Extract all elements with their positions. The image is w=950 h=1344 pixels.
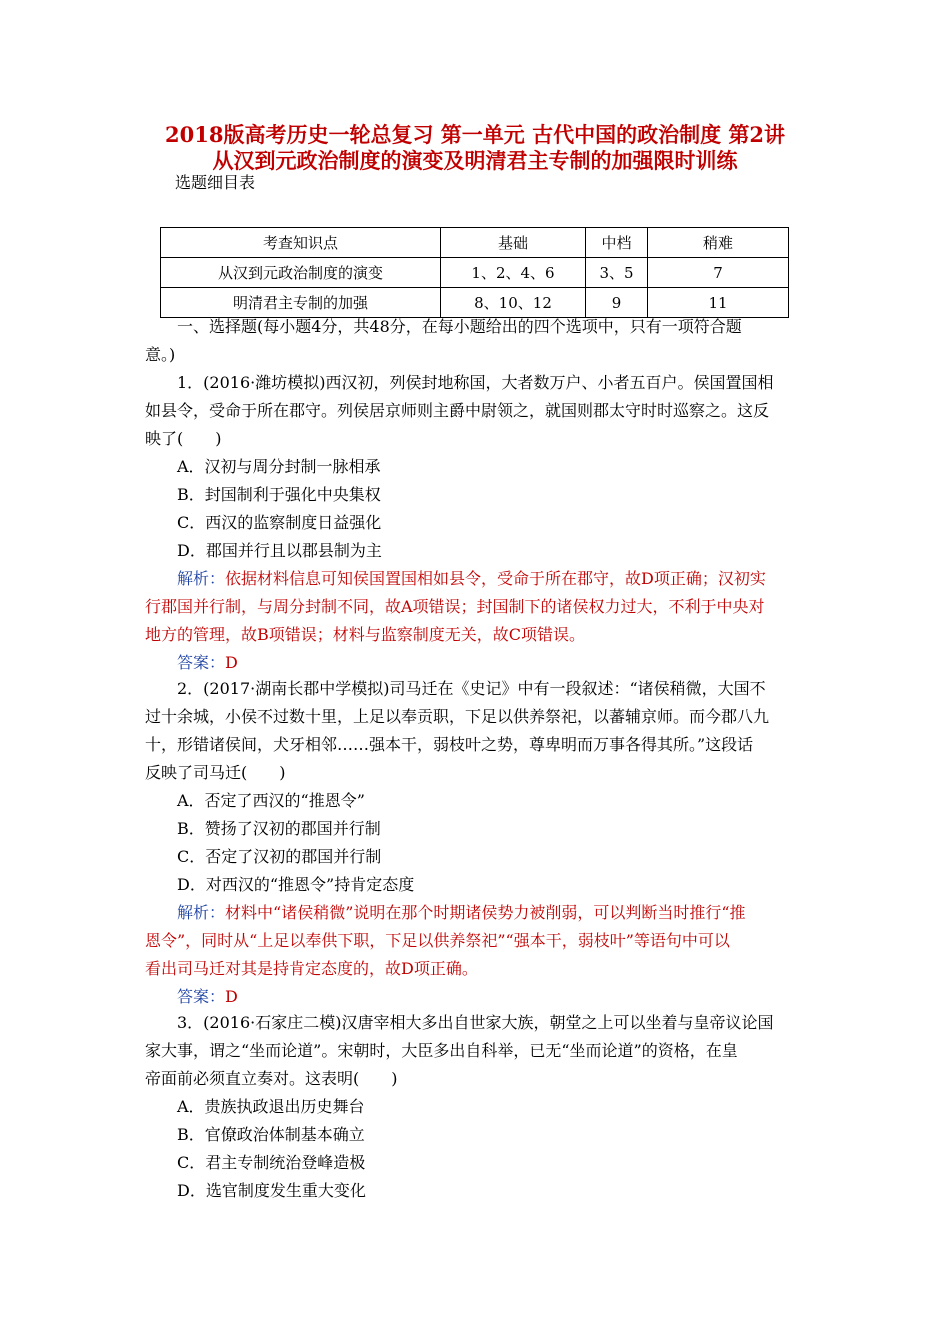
table-header-row <box>161 228 789 258</box>
table-caption: 选题细目表 <box>175 173 256 192</box>
answer-line <box>145 649 810 677</box>
knowledge-point-table <box>160 227 789 318</box>
table-cell: 明清君主专制的加强 <box>161 288 441 318</box>
table-cell: 7 <box>648 258 789 288</box>
option-c: C．否定了汉初的郡国并行制 <box>177 847 382 866</box>
option-c: C．君主专制统治登峰造极 <box>177 1153 366 1172</box>
question-stem-line: 1．(2016·潍坊模拟)西汉初，列侯封地称国，大者数万户、小者五百户。侯国置国相 <box>177 373 774 392</box>
answer-value: D <box>225 653 238 672</box>
section-heading <box>145 313 810 369</box>
question-stem-line: 如县令，受命于所在郡守。列侯居京师则主爵中尉领之，就国则郡太守时时巡察之。这反 <box>145 401 770 420</box>
table-header-cell: 考查知识点 <box>161 228 441 258</box>
question-stem-line: 映了( ) <box>145 429 222 448</box>
option-d: D．选官制度发生重大变化 <box>177 1181 366 1200</box>
table-row <box>161 258 789 288</box>
answer-label: 答案： <box>177 653 226 672</box>
question-2 <box>145 675 810 1011</box>
question-stem-line: 帝面前必须直立奏对。这表明( ) <box>145 1069 398 1088</box>
question-stem-line: 反映了司马迁( ) <box>145 763 286 782</box>
table-cell: 1、2、4、6 <box>441 258 586 288</box>
table-header-cell: 基础 <box>441 228 586 258</box>
question-stem-line: 家大事，谓之“坐而论道”。宋朝时，大臣多出自科举，已无“坐而论道”的资格，在皇 <box>145 1041 738 1060</box>
option-b: B．封国制利于强化中央集权 <box>177 485 381 504</box>
table-cell: 3、5 <box>586 258 648 288</box>
document-title-line2: 从汉到元政治制度的演变及明清君主专制的加强限时训练 <box>212 148 738 173</box>
table-cell: 11 <box>648 288 789 318</box>
question-stem-line: 过十余城，小侯不过数十里，上足以奉贡职，下足以供养祭祀，以蕃辅京师。而今郡八九 <box>145 707 770 726</box>
answer-label: 答案： <box>177 987 226 1006</box>
analysis-label: 解析： <box>177 903 226 922</box>
option-b: B．赞扬了汉初的郡国并行制 <box>177 819 381 838</box>
option-a: A．否定了西汉的“推恩令” <box>177 791 365 810</box>
document-title-line1: 2018版高考历史一轮总复习 第一单元 古代中国的政治制度 第2讲 <box>165 122 785 147</box>
question-stem-line: 十，形错诸侯间，犬牙相邻……强本干，弱枝叶之势，尊卑明而万事各得其所。”这段话 <box>145 735 754 754</box>
question-stem-line: 2．(2017·湖南长郡中学模拟)司马迁在《史记》中有一段叙述：“诸侯稍微，大国不 <box>177 679 766 698</box>
answer-line <box>145 983 810 1011</box>
option-a: A．贵族执政退出历史舞台 <box>177 1097 365 1116</box>
option-d: D．郡国并行且以郡县制为主 <box>177 541 382 560</box>
section-heading-line: 一、选择题(每小题4分，共48分，在每小题给出的四个选项中，只有一项符合题 <box>177 317 742 336</box>
table-header-cell: 中档 <box>586 228 648 258</box>
option-a: A．汉初与周分封制一脉相承 <box>177 457 381 476</box>
option-d: D．对西汉的“推恩令”持肯定态度 <box>177 875 415 894</box>
analysis-text: 依据材料信息可知侯国置国相如县令，受命于所在郡守，故D项正确；汉初实 <box>225 569 766 588</box>
question-stem-line: 3．(2016·石家庄二模)汉唐宰相大多出自世家大族，朝堂之上可以坐着与皇帝议论国 <box>177 1013 774 1032</box>
table-cell: 8、10、12 <box>441 288 586 318</box>
section-heading-line: 意。) <box>145 345 176 364</box>
analysis-line: 看出司马迁对其是持肯定态度的，故D项正确。 <box>145 959 478 978</box>
table-header-cell: 稍难 <box>648 228 789 258</box>
table-cell: 9 <box>586 288 648 318</box>
analysis-label: 解析： <box>177 569 226 588</box>
analysis-line <box>145 565 810 593</box>
option-b: B．官僚政治体制基本确立 <box>177 1125 365 1144</box>
analysis-line: 行郡国并行制，与周分封制不同，故A项错误；封国制下的诸侯权力过大，不利于中央对 <box>145 597 765 616</box>
analysis-text: 材料中“诸侯稍微”说明在那个时期诸侯势力被削弱，可以判断当时推行“推 <box>225 903 746 922</box>
analysis-line <box>145 899 810 927</box>
question-1 <box>145 369 810 677</box>
answer-value: D <box>225 987 238 1006</box>
table-cell: 从汉到元政治制度的演变 <box>161 258 441 288</box>
analysis-line: 恩令”，同时从“上足以奉供下职，下足以供养祭祀”“强本干，弱枝叶”等语句中可以 <box>145 931 730 950</box>
option-c: C．西汉的监察制度日益强化 <box>177 513 382 532</box>
question-3 <box>145 1009 810 1205</box>
analysis-line: 地方的管理，故B项错误；材料与监察制度无关，故C项错误。 <box>145 625 586 644</box>
